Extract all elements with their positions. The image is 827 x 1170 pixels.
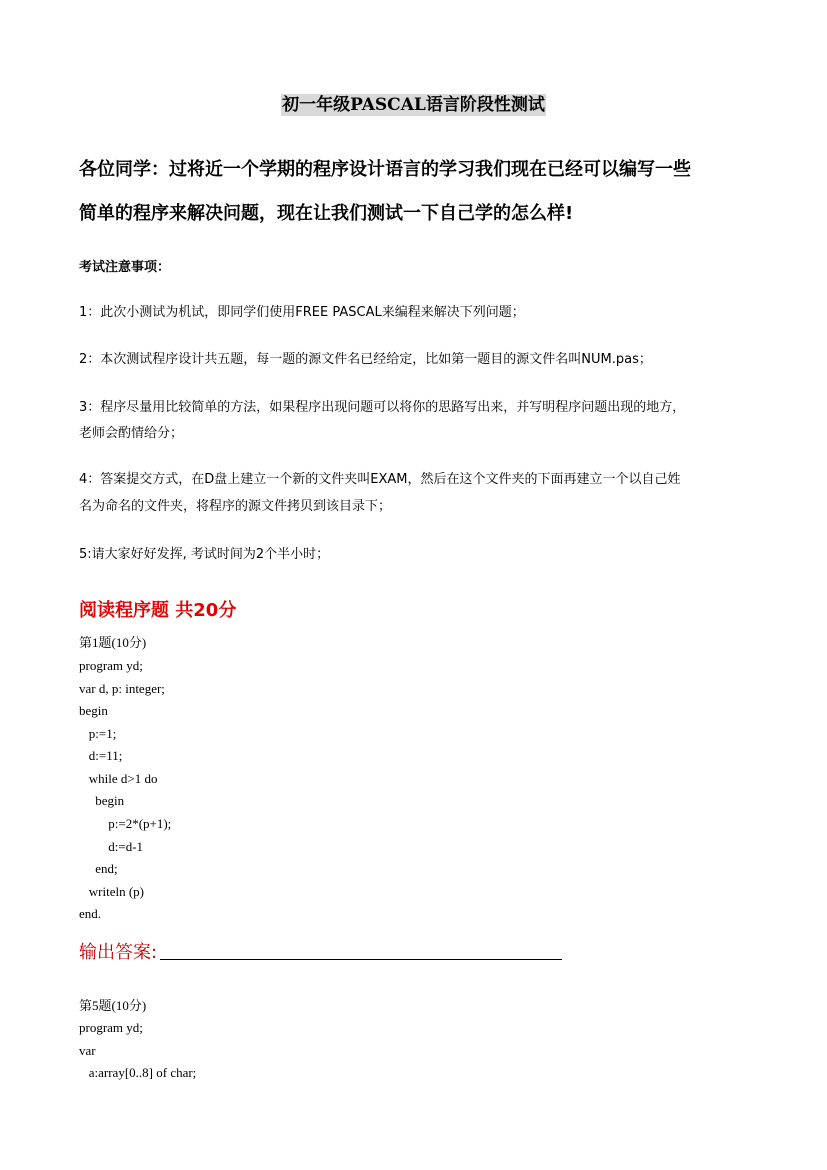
title-text: 初一年级PASCAL语言阶段性测试 bbox=[282, 95, 545, 115]
page-title bbox=[0, 90, 827, 115]
code-line: while d>1 do bbox=[79, 771, 158, 786]
code-line: program yd; bbox=[79, 658, 143, 673]
section-title: 阅读程序题 共20分 bbox=[79, 600, 237, 621]
intro-line-1: 各位同学：过将近一个学期的程序设计语言的学习我们现在已经可以编写一些 bbox=[79, 159, 691, 180]
code-line: program yd; bbox=[79, 1020, 143, 1035]
code-line: p:=2*(p+1); bbox=[79, 816, 172, 831]
code-line: begin bbox=[79, 703, 108, 718]
answer-label: 输出答案: bbox=[79, 942, 158, 963]
intro-line-2: 简单的程序来解决问题，现在让我们测试一下自己学的怎么样! bbox=[79, 203, 574, 224]
notes-heading: 考试注意事项： bbox=[79, 260, 171, 275]
answer-blank-line bbox=[160, 959, 562, 960]
note-item-3a: 3：程序尽量用比较简单的方法，如果程序出现问题可以将你的思路写出来，并写明程序问题出现的地方， bbox=[79, 400, 686, 415]
note-item-2: 2：本次测试程序设计共五题，每一题的源文件名已经给定，比如第一题目的源文件名叫NUM.pas； bbox=[79, 352, 652, 367]
code-line: begin bbox=[79, 793, 125, 808]
code-line: a:array[0..8] of char; bbox=[79, 1065, 197, 1080]
code-line: p:=1; bbox=[79, 726, 117, 741]
code-line: d:=d-1 bbox=[79, 839, 144, 854]
question-1-label: 第1题(10分) bbox=[79, 635, 147, 650]
note-item-1: 1：此次小测试为机试，即同学们使用FREE PASCAL来编程来解决下列问题； bbox=[79, 305, 525, 320]
question-5-label: 第5题(10分) bbox=[79, 998, 147, 1013]
code-line: d:=11; bbox=[79, 748, 123, 763]
code-line: var bbox=[79, 1043, 96, 1058]
code-line: end. bbox=[79, 906, 102, 921]
code-line: end; bbox=[79, 861, 118, 876]
note-item-3b: 老师会酌情给分； bbox=[79, 426, 184, 441]
code-line: writeln (p) bbox=[79, 884, 144, 899]
note-item-5: 5:请大家好好发挥, 考试时间为2个半小时； bbox=[79, 547, 330, 562]
code-line: var d, p: integer; bbox=[79, 681, 165, 696]
note-item-4a: 4：答案提交方式，在D盘上建立一个新的文件夹叫EXAM，然后在这个文件夹的下面再建立一个以自己姓 bbox=[79, 472, 681, 487]
note-item-4b: 名为命名的文件夹，将程序的源文件拷贝到该目录下； bbox=[79, 499, 392, 514]
